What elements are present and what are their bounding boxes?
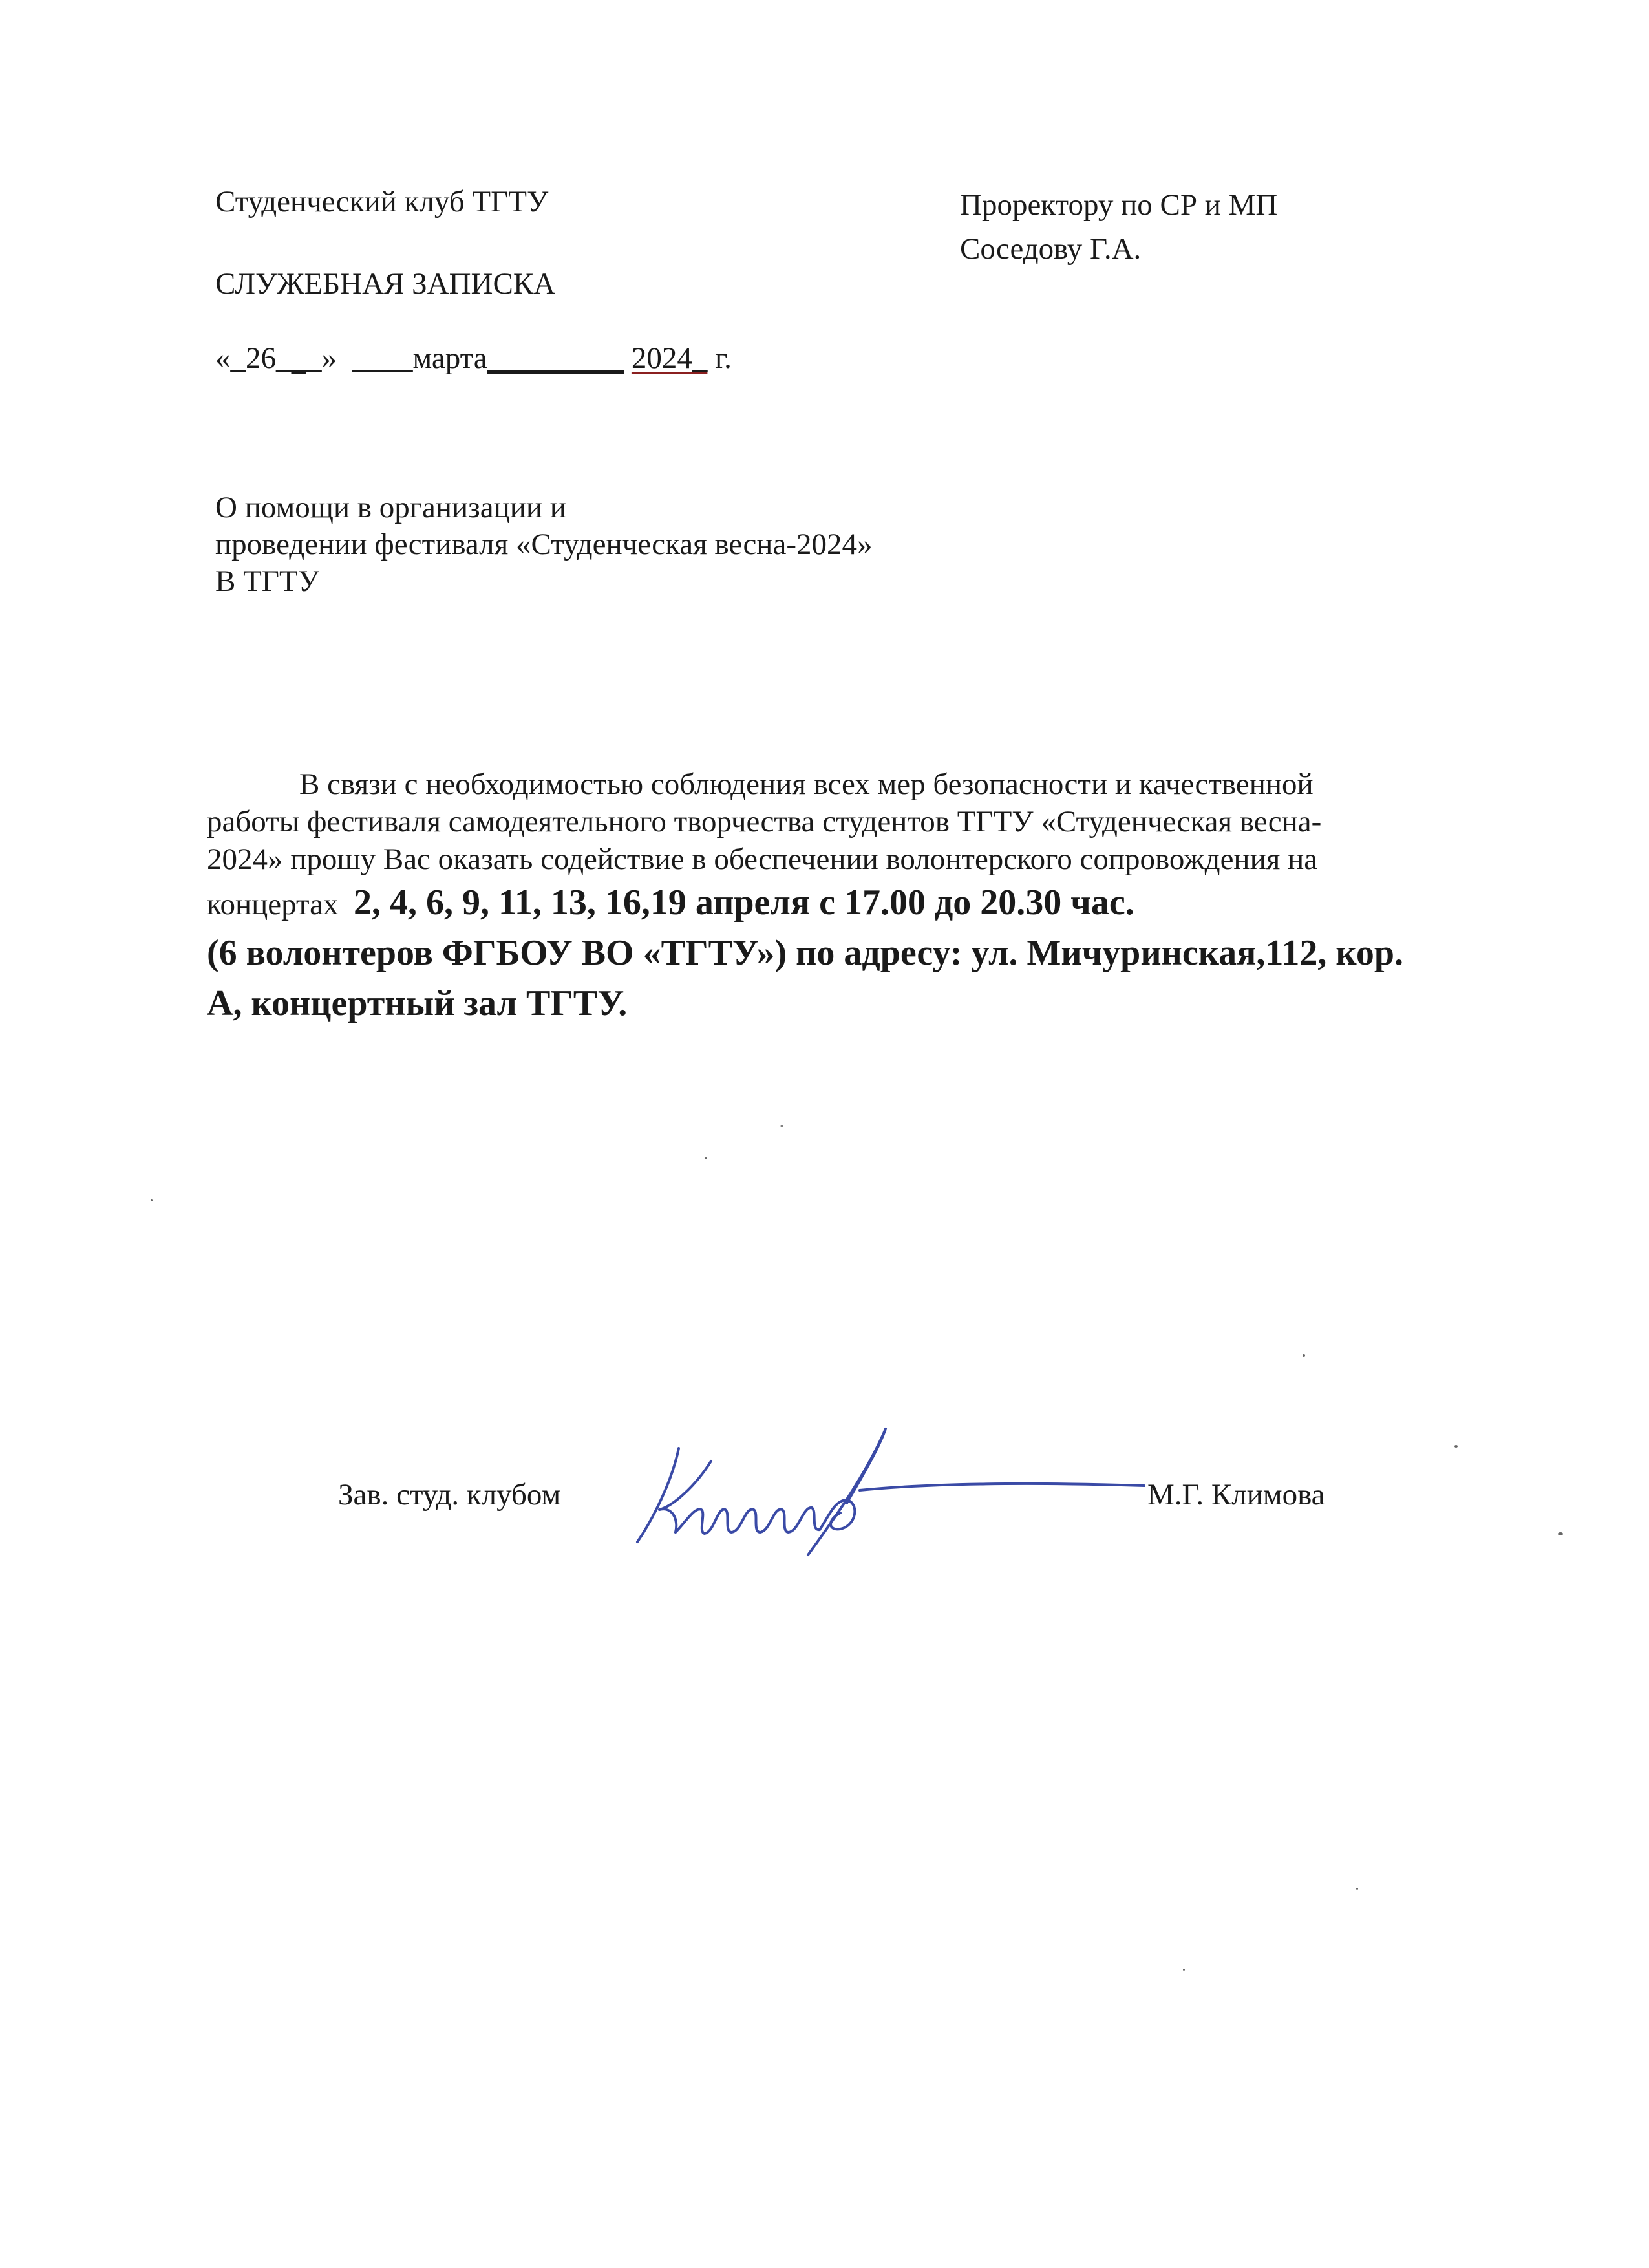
date-day-blank: _ (291, 341, 306, 375)
scan-speck (1303, 1354, 1305, 1357)
body-line-5: (6 волонтеров ФГБОУ ВО «ТГТУ») по адресу: ул. Мичуринская,112, кор. (207, 933, 1404, 973)
date-month: марта (412, 341, 487, 375)
subject-line-1: О помощи в организации и (215, 491, 566, 524)
subject-block (215, 489, 872, 600)
addressee-position: Проректору по СР и МП (960, 188, 1278, 222)
scan-speck (705, 1157, 707, 1159)
body-line-6: А, концертный зал ТГТУ. (207, 983, 628, 1023)
scan-speck (1356, 1888, 1358, 1890)
date-line (215, 339, 732, 377)
body-line-4-prefix: концертах (207, 888, 339, 921)
concert-dates: 2, 4, 6, 9, 11, 13, 16,19 апреля с 17.00 до 20.30 час. (353, 883, 1134, 923)
signatory-title: Зав. студ. клубом (338, 1478, 561, 1512)
date-month-lead: ____ (352, 341, 413, 375)
body-line-2: работы фестиваля самодеятельного творчества студентов ТГТУ «Студенческая весна- (207, 805, 1322, 839)
date-open-quote: « (215, 341, 231, 375)
body-line-4 (207, 879, 1461, 928)
body-paragraph (207, 765, 1461, 1029)
addressee-block (960, 183, 1277, 271)
addressee-name: Соседову Г.А. (960, 232, 1142, 266)
date-month-tail: _________ (487, 341, 624, 375)
scan-speck (1454, 1445, 1458, 1448)
scan-speck (780, 1125, 783, 1127)
date-day: _26_ (230, 341, 292, 375)
document-type: СЛУЖЕБНАЯ ЗАПИСКА (215, 267, 556, 301)
sender-organization: Студенческий клуб ТГТУ (215, 185, 549, 219)
scan-speck (1558, 1532, 1563, 1535)
date-year: 2024_ (631, 341, 708, 375)
subject-line-3: В ТГТУ (215, 564, 319, 598)
handwritten-signature (633, 1409, 1151, 1565)
date-close-quote: » (321, 341, 337, 375)
date-year-suffix: г. (715, 341, 732, 375)
signatory-name: М.Г. Климова (1147, 1478, 1325, 1512)
scan-speck (151, 1199, 153, 1201)
body-line-1: В связи с необходимостью соблюдения всех мер безопасности и качественной (299, 767, 1314, 801)
date-day-tail: _ (306, 341, 322, 375)
subject-line-2: проведении фестиваля «Студенческая весна-2024» (215, 528, 873, 561)
body-line-3: 2024» прошу Вас оказать содействие в обеспечении волонтерского сопровождения на (207, 842, 1318, 876)
scan-speck (1183, 1969, 1185, 1971)
